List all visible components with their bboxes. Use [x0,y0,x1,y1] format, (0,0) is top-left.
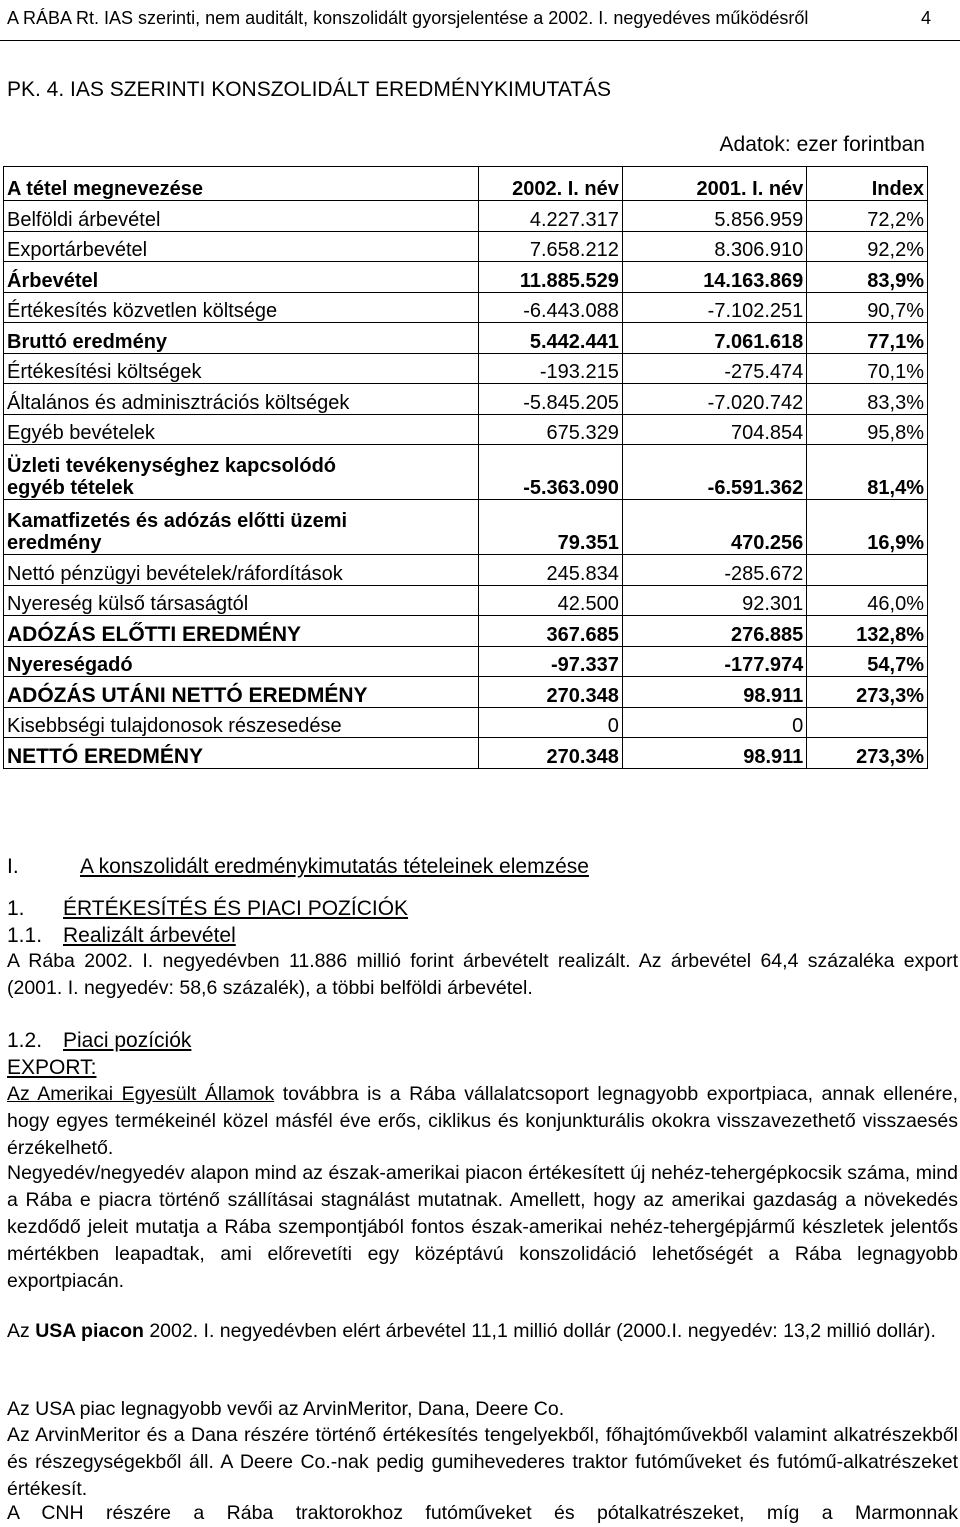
value-2002: 11.885.529 [479,262,623,293]
section-I-heading [7,855,589,879]
table-row [4,201,928,232]
usa-market-bold: USA piacon [35,1320,144,1342]
value-index: 72,2% [807,201,928,232]
value-2002: 270.348 [479,677,623,708]
value-2002: 5.442.441 [479,323,623,354]
section-number: 1.1. [7,924,43,947]
row-label: Egyéb bevételek [4,414,479,445]
export-heading [7,1056,96,1080]
value-2001: 14.163.869 [622,262,806,293]
paragraph-text: 2002. I. negyedévben elért árbevétel 11,1 millió dollár (2000.I. negyedév: 13,2 millió dollár). [143,1320,936,1342]
table-row [4,231,928,262]
value-2001: -285.672 [622,555,806,586]
value-2001: 470.256 [622,500,806,555]
value-2002: 245.834 [479,555,623,586]
table-row [4,414,928,445]
value-2002: 42.500 [479,585,623,616]
value-2002: -5.363.090 [479,445,623,500]
row-label: Nyereségadó [4,646,479,677]
paragraph-usa-market [7,1318,958,1345]
table-row [4,707,928,738]
row-label: Értékesítési költségek [4,353,479,384]
section-number: 1. [7,897,25,920]
value-index: 16,9% [807,500,928,555]
value-2001: 92.301 [622,585,806,616]
row-label: Nyereség külső társaságtól [4,585,479,616]
row-label: ADÓZÁS ELŐTTI EREDMÉNY [4,616,479,647]
section-number: I. [7,855,19,878]
value-index: 132,8% [807,616,928,647]
value-2001: 5.856.959 [622,201,806,232]
column-header-2001: 2001. I. név [622,167,806,201]
row-label: Exportárbevétel [4,231,479,262]
value-index [807,555,928,586]
row-label: Kisebbségi tulajdonosok részesedése [4,707,479,738]
row-label: Belföldi árbevétel [4,201,479,232]
section-title: Realizált árbevétel [63,924,236,947]
value-2002: 367.685 [479,616,623,647]
row-label: Értékesítés közvetlen költsége [4,292,479,323]
column-header-name: A tétel megnevezése [4,167,479,201]
paragraph-export [7,1081,958,1162]
column-header-2002: 2002. I. név [479,167,623,201]
paragraph-text: Az [7,1320,36,1342]
row-label [4,445,479,500]
table-row [4,585,928,616]
income-statement-table [3,166,928,769]
value-2001: -7.020.742 [622,384,806,415]
value-2001: -177.974 [622,646,806,677]
table-row [4,384,928,415]
value-index: 77,1% [807,323,928,354]
paragraph-text: A Rába 2002. I. negyedévben 11.886 millió forint árbevételt realizált. Az árbevétel 64,4 százaléka export (2001. I. negyedév: 58,6 százalék), a többi belföldi árbevétel. [7,950,958,999]
section-1-1-heading [7,924,236,948]
value-index: 92,2% [807,231,928,262]
page-number: 4 [921,8,932,28]
value-index [807,707,928,738]
value-2001: 8.306.910 [622,231,806,262]
value-index: 46,0% [807,585,928,616]
value-2001: -275.474 [622,353,806,384]
table-row [4,555,928,586]
row-label [4,500,479,555]
value-2001: 0 [622,707,806,738]
row-label: Árbevétel [4,262,479,293]
value-2002: 4.227.317 [479,201,623,232]
value-2002: 79.351 [479,500,623,555]
row-label: NETTÓ EREDMÉNY [4,738,479,769]
table-row [4,738,928,769]
row-label: Nettó pénzügyi bevételek/ráfordítások [4,555,479,586]
value-2002: 270.348 [479,738,623,769]
units-note: Adatok: ezer forintban [719,133,925,156]
paragraph-text: A CNH részére a Rába traktorokhoz futóműveket és pótalkatrészeket, míg a Marmonnak [7,1502,958,1524]
value-2002: -5.845.205 [479,384,623,415]
value-2001: 7.061.618 [622,323,806,354]
table-row [4,646,928,677]
value-index: 273,3% [807,738,928,769]
export-label: EXPORT: [7,1056,97,1079]
section-title: A konszolidált eredménykimutatás tételeinek elemzése [80,855,589,878]
paragraph-quarter [7,1160,958,1295]
table-row [4,292,928,323]
section-title: ÉRTÉKESÍTÉS ÉS PIACI POZÍCIÓK [63,897,409,920]
paragraph-text: Az ArvinMeritor és a Dana részére történő értékesítés tengelyekből, főhajtóművekből valamint alkatrészekből és részegységekből áll. A Deere Co.-nak pedig gumihevederes traktor futóműveket és futómű-alkatrészeket értékesít. [7,1424,958,1500]
section-title: Piaci pozíciók [63,1029,192,1052]
table-row [4,353,928,384]
value-2002: 675.329 [479,414,623,445]
table-header-row [4,167,928,201]
document-title: PK. 4. IAS SZERINTI KONSZOLIDÁLT EREDMÉNYKIMUTATÁS [7,78,612,101]
table-row [4,445,928,500]
table-row [4,323,928,354]
paragraph-text: továbbra is a Rába vállalatcsoport legnagyobb exportpiaca, annak ellenére, hogy egyes termékeinél közel másfél éve erős, ciklikus és konjunkturális okokra visszavezethető visszaesés érzékelhető. [7,1083,958,1159]
table-row [4,262,928,293]
value-2002: -97.337 [479,646,623,677]
paragraph-cnh [7,1500,958,1527]
paragraph-realized-revenue [7,948,958,1002]
value-2001: 98.911 [622,738,806,769]
value-2002: -193.215 [479,353,623,384]
paragraph-text: Az USA piac legnagyobb vevői az ArvinMeritor, Dana, Deere Co. [7,1398,565,1420]
value-2001: 276.885 [622,616,806,647]
row-label: Bruttó eredmény [4,323,479,354]
section-number: 1.2. [7,1029,43,1052]
header-title: A RÁBA Rt. IAS szerinti, nem auditált, konszolidált gyorsjelentése a 2002. I. negyedéves működésről [7,8,809,28]
value-2001: -7.102.251 [622,292,806,323]
section-1-2-heading [7,1029,191,1053]
paragraph-buyers [7,1396,958,1423]
usa-link-text: Az Amerikai Egyesült Államok [7,1083,275,1105]
value-index: 54,7% [807,646,928,677]
row-label-line2: eredmény [7,532,102,554]
row-label-line1: Üzleti tevékenységhez kapcsolódó [7,455,337,477]
value-index: 90,7% [807,292,928,323]
value-2001: 98.911 [622,677,806,708]
value-index: 70,1% [807,353,928,384]
table-row [4,677,928,708]
table-row [4,616,928,647]
row-label-line2: egyéb tételek [7,477,134,499]
value-index: 83,9% [807,262,928,293]
section-1-heading [7,897,408,921]
value-2002: 7.658.212 [479,231,623,262]
value-2001: -6.591.362 [622,445,806,500]
column-header-index: Index [807,167,928,201]
value-2002: 0 [479,707,623,738]
value-index: 81,4% [807,445,928,500]
row-label-line1: Kamatfizetés és adózás előtti üzemi [7,510,348,532]
row-label: ADÓZÁS UTÁNI NETTÓ EREDMÉNY [4,677,479,708]
paragraph-arvinmeritor [7,1422,958,1503]
value-2002: -6.443.088 [479,292,623,323]
paragraph-text: Negyedév/negyedév alapon mind az észak-amerikai piacon értékesített új nehéz-tehergépkocsik száma, mind a Rába e piacra történő szállításai stagnálást mutatnak. Amellett, hogy az amerikai gazdaság a növekedés kezdődő jeleit mutatja a Rába szempontjából fontos észak-amerikai nehéz-tehergépjármű készletek jelentős mértékben leapadtak, ami előrevetíti egy középtávú konszolidáció lehetőségét a Rába legnagyobb exportpiacán. [7,1162,958,1292]
table-row [4,500,928,555]
value-index: 273,3% [807,677,928,708]
value-index: 95,8% [807,414,928,445]
row-label: Általános és adminisztrációs költségek [4,384,479,415]
value-2001: 704.854 [622,414,806,445]
page-header [0,0,960,41]
value-index: 83,3% [807,384,928,415]
